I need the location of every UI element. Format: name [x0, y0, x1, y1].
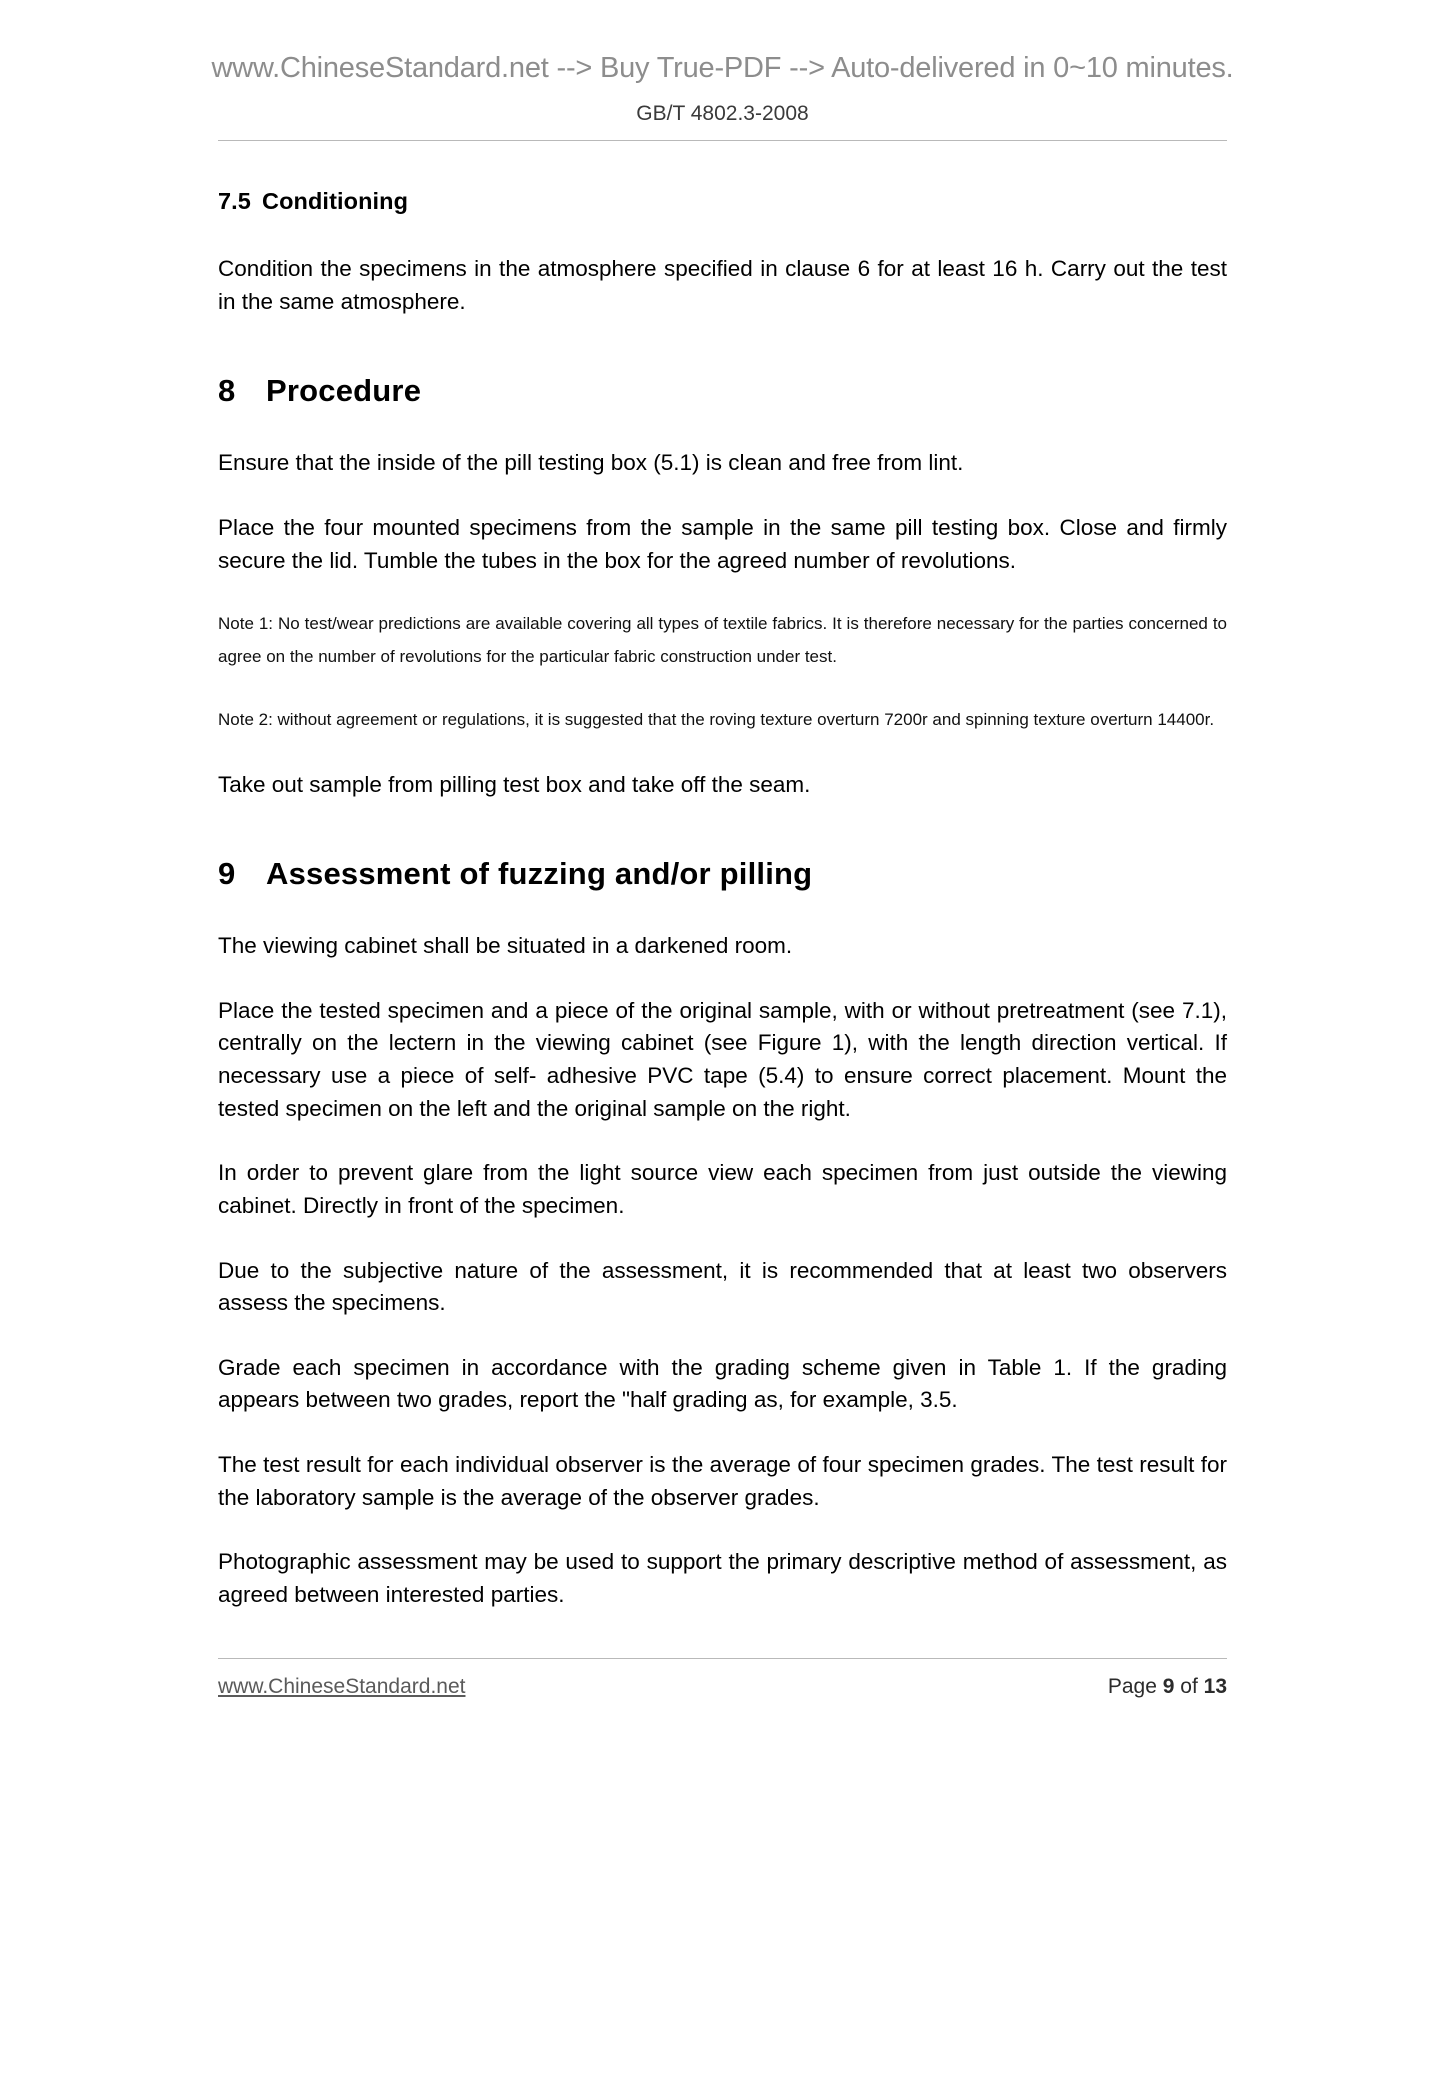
page-total: 13: [1203, 1674, 1227, 1698]
page-prefix: Page: [1107, 1674, 1157, 1698]
paragraph-8-1: Ensure that the inside of the pill testing box (5.1) is clean and free from lint.: [218, 450, 964, 476]
paragraph-7-5-1: Condition the specimens in the atmosphere specified in clause 6 for at least 16 h. Carry out the test in the same atmosphere.: [218, 256, 1227, 314]
heading-8-title: Procedure: [266, 373, 422, 409]
heading-7-5: [218, 188, 1227, 215]
standard-code: GB/T 4802.3-2008: [636, 102, 809, 125]
footer-divider: [218, 1658, 1227, 1659]
paragraph-8-2: Place the four mounted specimens from the sample in the same pill testing box. Close and firmly secure the lid. Tumble the tubes in the box for the agreed number of revolutions.: [218, 514, 1227, 573]
heading-9: [218, 856, 1227, 892]
paragraph-9-5: Grade each specimen in accordance with the grading scheme given in Table 1. If the grading appears between two grades, report the "half grading as, for example, 3.5.: [218, 1354, 1227, 1413]
note-2: Note 2: without agreement or regulations, it is suggested that the roving texture overturn 7200r and spinning texture overturn 14400r.: [218, 710, 1215, 730]
paragraph-9-7: Photographic assessment may be used to support the primary descriptive method of assessment, as agreed between interested parties.: [218, 1549, 1227, 1607]
heading-9-title: Assessment of fuzzing and/or pilling: [266, 856, 813, 892]
header-divider: [218, 140, 1227, 141]
note-1: Note 1: No test/wear predictions are available covering all types of textile fabrics. It is therefore necessary for the parties concerned to agree on the number of revolutions for the particular fabric construction under test.: [218, 614, 1227, 667]
promo-watermark: www.ChineseStandard.net --> Buy True-PDF --> Auto-delivered in 0~10 minutes.: [211, 52, 1234, 84]
paragraph-9-2: Place the tested specimen and a piece of the original sample, with or without pretreatment (see 7.1), centrally on the lectern in the viewing cabinet (see Figure 1), with the length direction vertical. If necessary use a piece of self- adhesive PVC tape (5.4) to ensure correct placement. Mount the tested specimen on the left and the original sample on the right.: [218, 997, 1227, 1121]
paragraph-9-4: Due to the subjective nature of the assessment, it is recommended that at least two observers assess the specimens.: [218, 1257, 1227, 1316]
page-number-label: [1108, 1675, 1227, 1699]
document-page: [0, 52, 1445, 2096]
paragraph-8-3: Take out sample from pilling test box and take off the seam.: [218, 771, 811, 797]
page-current: 9: [1162, 1674, 1175, 1698]
heading-8: [218, 373, 1227, 409]
paragraph-9-3: In order to prevent glare from the light source view each specimen from just outside the viewing cabinet. Directly in front of the specimen.: [218, 1160, 1227, 1218]
paragraph-9-1: The viewing cabinet shall be situated in a darkened room.: [218, 933, 793, 959]
page-of: of: [1180, 1674, 1198, 1698]
heading-8-number: 8: [218, 373, 236, 409]
document-body: [218, 188, 1227, 1612]
footer-site-link[interactable]: www.ChineseStandard.net: [218, 1674, 466, 1698]
heading-7-5-number: 7.5: [218, 188, 251, 214]
paragraph-9-6: The test result for each individual observer is the average of four specimen grades. The test result for the laboratory sample is the average of the observer grades.: [218, 1452, 1227, 1510]
page-footer: [218, 1675, 1227, 1699]
heading-9-number: 9: [218, 856, 236, 892]
heading-7-5-title: Conditioning: [262, 188, 409, 214]
